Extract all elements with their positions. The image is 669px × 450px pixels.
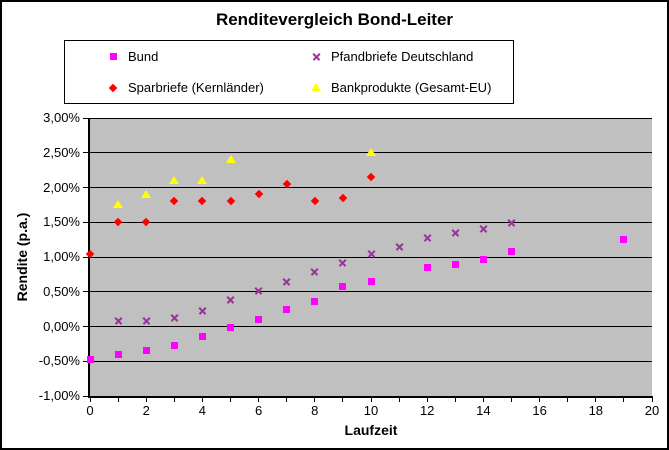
square-marker-icon — [107, 51, 119, 63]
y-tick-label: -0,50% — [38, 353, 80, 369]
x-tick-label: 16 — [532, 403, 547, 418]
data-point — [311, 298, 318, 305]
gridline — [90, 187, 652, 188]
y-tick-label: 1,00% — [43, 249, 80, 264]
legend — [64, 40, 514, 104]
x-axis-tick — [511, 398, 512, 402]
legend-item — [107, 49, 310, 64]
data-point — [452, 261, 459, 268]
x-axis-tick — [286, 398, 287, 402]
chart-title: Renditevergleich Bond-Leiter — [215, 10, 454, 29]
legend-item — [310, 80, 513, 95]
x-axis-tick — [314, 398, 315, 402]
diamond-marker-icon — [107, 82, 119, 94]
data-point — [143, 347, 150, 354]
x-tick-label: 20 — [644, 403, 660, 418]
data-point — [227, 324, 234, 331]
x-axis-tick — [652, 398, 653, 402]
legend-label: Bund — [128, 49, 159, 64]
x-axis-tick — [539, 398, 540, 402]
data-point — [254, 286, 263, 295]
y-tick-label: 3,00% — [43, 110, 80, 125]
data-point — [169, 176, 179, 184]
data-point — [113, 200, 123, 208]
x-tick-label: 10 — [363, 403, 379, 418]
x-axis-tick — [118, 398, 119, 402]
x-axis-tick — [202, 398, 203, 402]
x-tick-label: 18 — [588, 403, 604, 418]
triangle-marker-icon — [310, 82, 322, 94]
data-point — [115, 351, 122, 358]
legend-label: Sparbriefe (Kernländer) — [128, 80, 264, 95]
x-marker-icon — [310, 51, 322, 63]
y-tick-label: 2,50% — [43, 144, 80, 160]
data-point — [282, 277, 291, 286]
x-tick-label: 8 — [311, 403, 319, 418]
data-point — [87, 356, 94, 363]
gridline — [90, 118, 652, 119]
legend-item — [107, 80, 310, 95]
data-point — [170, 313, 179, 322]
x-axis-tick — [483, 398, 484, 402]
data-point — [226, 155, 236, 163]
data-point — [424, 264, 431, 271]
x-axis-tick — [174, 398, 175, 402]
x-axis-tick — [342, 398, 343, 402]
y-tick-label: 0,50% — [43, 283, 80, 299]
data-point — [142, 316, 151, 325]
data-point — [507, 218, 516, 227]
x-axis-tick — [623, 398, 624, 402]
data-point — [310, 267, 319, 276]
data-point — [395, 242, 404, 251]
data-point — [283, 306, 290, 313]
data-point — [171, 342, 178, 349]
x-axis-tick — [595, 398, 596, 402]
y-tick-label: 0,00% — [43, 318, 80, 334]
data-point — [508, 248, 515, 255]
data-point — [366, 148, 376, 156]
data-point — [226, 296, 235, 305]
data-point — [339, 283, 346, 290]
x-tick-label: 12 — [419, 403, 435, 418]
data-point — [620, 236, 627, 243]
data-point — [367, 249, 376, 258]
data-point — [197, 176, 207, 184]
y-tick-label: -1,00% — [38, 388, 80, 403]
x-axis-tick — [258, 398, 259, 402]
gridline — [90, 326, 652, 327]
y-axis-title: Rendite (p.a.) — [14, 212, 30, 302]
data-point — [480, 256, 487, 263]
x-axis-tick — [399, 398, 400, 402]
data-point — [451, 228, 460, 237]
data-point — [479, 224, 488, 233]
data-point — [114, 316, 123, 325]
data-point — [198, 307, 207, 316]
legend-item — [310, 49, 513, 64]
gridline — [90, 222, 652, 223]
x-axis-tick — [455, 398, 456, 402]
x-tick-label: 6 — [254, 403, 263, 418]
x-tick-label: 14 — [476, 403, 491, 418]
x-tick-label: 0 — [86, 403, 94, 418]
gridline — [90, 361, 652, 362]
data-point — [255, 316, 262, 323]
legend-label: Pfandbriefe Deutschland — [331, 49, 474, 64]
data-point — [338, 258, 347, 267]
data-point — [199, 333, 206, 340]
gridline — [90, 291, 652, 292]
x-axis-tick — [90, 398, 91, 402]
y-tick-label: 2,00% — [43, 179, 80, 195]
y-tick-label: 1,50% — [43, 214, 80, 230]
x-tick-label: 2 — [142, 403, 150, 418]
data-point — [141, 190, 151, 198]
data-point — [368, 278, 375, 285]
x-tick-label: 4 — [198, 403, 206, 418]
x-axis-tick — [427, 398, 428, 402]
x-axis-tick — [146, 398, 147, 402]
x-axis-title: Laufzeit — [344, 422, 398, 438]
x-axis-tick — [230, 398, 231, 402]
data-point — [423, 234, 432, 243]
legend-label: Bankprodukte (Gesamt-EU) — [331, 80, 492, 95]
x-axis-tick — [371, 398, 372, 402]
x-axis-tick — [567, 398, 568, 402]
